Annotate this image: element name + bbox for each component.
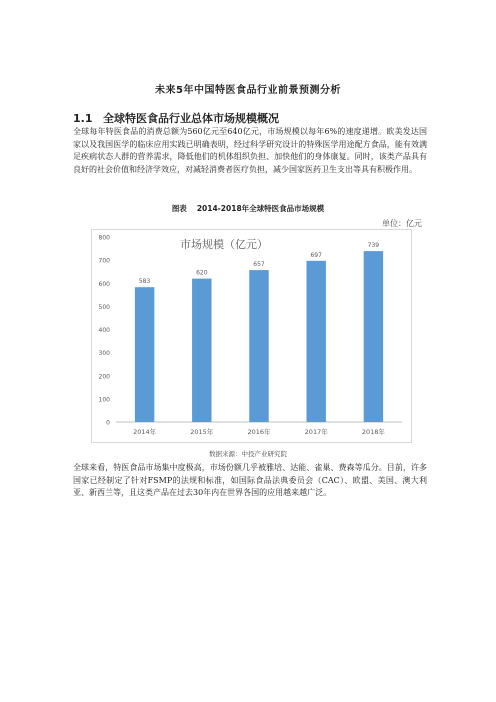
y-tick-label: 700: [98, 257, 110, 265]
bar: [135, 287, 154, 422]
y-tick-label: 0: [106, 419, 110, 427]
market-size-chart: [91, 229, 412, 443]
y-tick-label: 600: [98, 280, 110, 288]
intro-paragraph: 全球每年特医食品的消费总额为560亿元至640亿元，市场规模以每年6%的速度递增。欧美发达国家以及我国医学的临床应用实践已明确表明，经过科学研究设计的特殊医学用途配方食品，能有效满足疾病状态人群的营养需求，降低他们的机体组织负担、加快他们的身体康复。同时，该类产品具有良好的社会价值和经济学效应，对减轻消费者医疗负担，减少国家医药卫生支出等具有积极作用。: [73, 127, 427, 174]
section-title: 全球特医食品行业总体市场规模概况: [103, 112, 279, 125]
chart-svg: [92, 230, 411, 442]
y-tick-label: 300: [98, 350, 110, 358]
y-tick-label: 400: [98, 327, 110, 334]
x-category-label: 2015年: [190, 428, 214, 436]
bar-value-label: 657: [253, 261, 265, 269]
bar: [192, 279, 211, 422]
x-category-label: 2017年: [304, 428, 328, 436]
bar-value-label: 620: [196, 269, 208, 277]
y-tick-label: 800: [98, 234, 110, 242]
y-tick-label: 500: [98, 303, 110, 311]
figure-caption-text: 2014-2018年全球特医食品市场规模: [196, 204, 325, 213]
section-heading: [73, 110, 279, 126]
bar: [306, 261, 325, 422]
document-title: 未来5年中国特医食品行业前景预测分析: [155, 85, 341, 96]
bar: [249, 270, 268, 422]
chart-title: 市场规模（亿元）: [180, 238, 268, 251]
bar-value-label: 739: [367, 242, 380, 250]
y-tick-label: 100: [98, 396, 110, 404]
market-concentration-paragraph: 全球来看，特医食品市场集中度极高，市场份额几乎被雅培、达能、雀巢、费森等瓜分。目前，许多国家已经制定了针对FSMP的法规和标准，如国际食品法典委员会（CAC）、欧盟、美国、澳大利亚、新西兰等，且这类产品在过去30年内在世界各国的应用越来越广泛。: [73, 463, 427, 498]
bar-value-label: 697: [310, 251, 322, 259]
bar-value-label: 583: [138, 278, 151, 286]
y-tick-label: 200: [98, 373, 110, 381]
x-category-label: 2014年: [133, 428, 157, 436]
data-source-note: 数据来源：中投产业研究院: [209, 450, 287, 458]
unit-label: 单位：亿元: [382, 219, 422, 228]
x-category-label: 2016年: [247, 428, 271, 436]
figure-caption: [0, 203, 496, 214]
figure-caption-prefix: 图表: [171, 204, 187, 213]
x-category-label: 2018年: [361, 428, 385, 436]
section-number: 1.1: [73, 112, 93, 125]
bar: [364, 251, 383, 422]
